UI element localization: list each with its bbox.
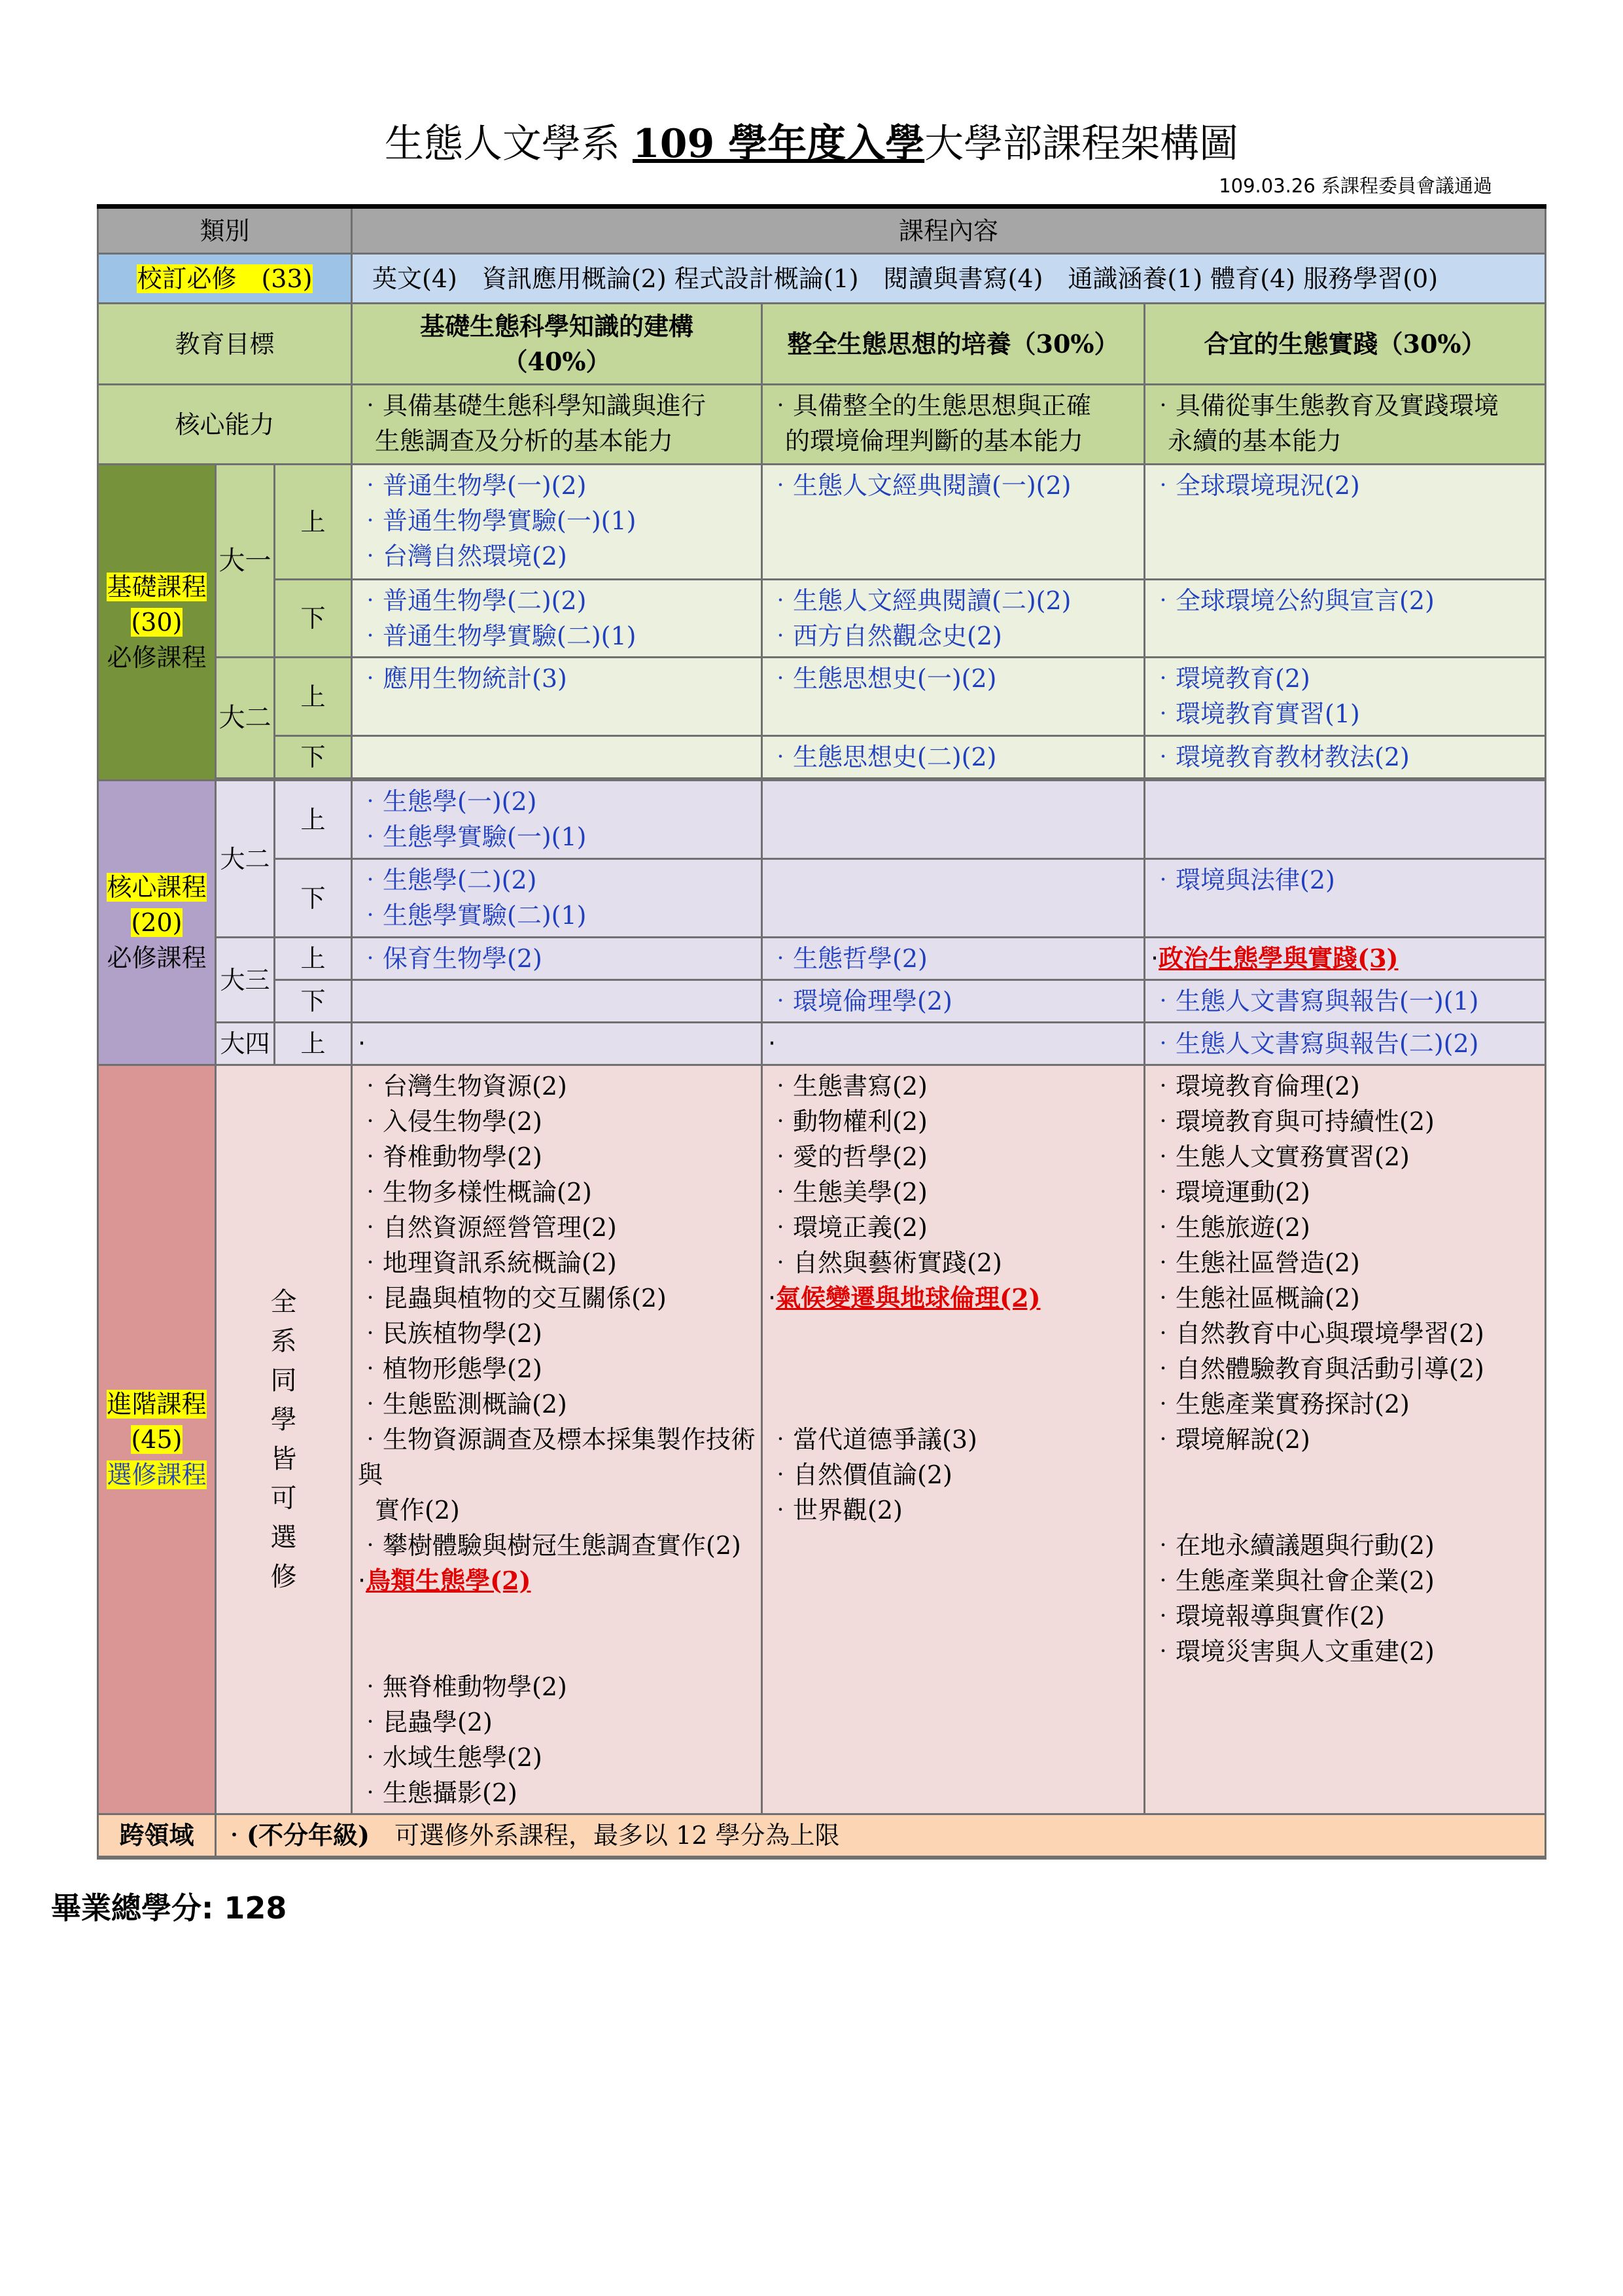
gap — [768, 1316, 1138, 1351]
core-year2: 大二 — [216, 781, 275, 938]
basic-y2-down: 下 — [275, 736, 352, 779]
basic-label2: (30) — [131, 608, 183, 637]
course-item: ‧生態學(二)(2) — [358, 866, 537, 894]
adv-c1-red: 鳥類生態學(2) — [366, 1566, 531, 1595]
course-item: ‧生態美學(2) — [768, 1178, 928, 1207]
course-item: ‧生態社區營造(2) — [1151, 1248, 1360, 1277]
core-y2-up: 上 — [275, 781, 352, 859]
course-item: ‧生態人文書寫與報告(一)(1) — [1151, 987, 1479, 1016]
goal-thought: 整全生態思想的培養（30%） — [762, 304, 1145, 385]
course-item: ‧生態學(一)(2) — [358, 787, 537, 816]
competence-label: 核心能力 — [98, 385, 352, 465]
course-item: ‧普通生物學(二)(2) — [358, 586, 587, 615]
basic-y2-up: 上 — [275, 658, 352, 736]
course-item: ‧環境教育倫理(2) — [1151, 1072, 1360, 1101]
core-r3c3-dot: ‧ — [1151, 944, 1159, 973]
content-header: 課程內容 — [352, 207, 1546, 254]
basic-r2c2 — [762, 580, 1145, 658]
title-suffix: 大學部課程架構圖 — [924, 121, 1239, 167]
course-item: ‧生態人文經典閱讀(一)(2) — [768, 471, 1072, 500]
core-y4-up: 上 — [275, 1023, 352, 1065]
course-item: ‧昆蟲與植物的交互關係(2) — [358, 1284, 667, 1313]
course-item: ‧普通生物學實驗(二)(1) — [358, 622, 637, 650]
core-r1c3 — [1145, 781, 1546, 859]
core-y2-down: 下 — [275, 859, 352, 938]
course-item: ‧生態學實驗(一)(1) — [358, 822, 587, 851]
required-courses: 英文(4) 資訊應用概論(2) 程式設計概論(1) 閱讀與書寫(4) 通識涵養(1) 體育(4) 服務學習(0) — [352, 254, 1546, 304]
basic-r3c2 — [762, 658, 1145, 736]
gap — [768, 1351, 1138, 1386]
course-item: ‧入侵生物學(2) — [358, 1107, 542, 1136]
course-item: ‧世界觀(2) — [768, 1496, 903, 1525]
basic-year1: 大一 — [216, 465, 275, 658]
course-item: ‧生物多樣性概論(2) — [358, 1178, 592, 1207]
course-item: ‧環境解說(2) — [1151, 1425, 1310, 1454]
course-item: ‧西方自然觀念史(2) — [768, 622, 1002, 650]
adv-c1b: ‧攀樹體驗與樹冠生態調查實作(2) — [358, 1531, 741, 1560]
competence-practice — [1145, 385, 1546, 465]
required-label-text: 校訂必修 (33) — [137, 264, 313, 293]
course-item: ‧生態社區概論(2) — [1151, 1284, 1360, 1313]
course-item: ‧在地永續議題與行動(2) — [1151, 1531, 1435, 1560]
course-item: ‧生態旅遊(2) — [1151, 1213, 1310, 1242]
basic-r2c1 — [352, 580, 762, 658]
gap — [1151, 1492, 1539, 1528]
core-r1c1 — [352, 781, 762, 859]
core-label3: 必修課程 — [107, 944, 207, 972]
course-item: ‧地理資訊系統概論(2) — [358, 1248, 617, 1277]
core-year3: 大三 — [216, 938, 275, 1023]
course-item: ‧環境與法律(2) — [1151, 866, 1335, 894]
course-item: ‧生態攝影(2) — [358, 1778, 517, 1807]
core-r2c3 — [1145, 859, 1546, 938]
course-item: ‧環境教育與可持續性(2) — [1151, 1107, 1435, 1136]
core-label2: (20) — [131, 908, 183, 937]
cross-label: 跨領域 — [98, 1814, 216, 1858]
competence-thought — [762, 385, 1145, 465]
goal-science-pct: （40%） — [502, 346, 611, 376]
course-item: ‧生態思想史(一)(2) — [768, 664, 997, 693]
course-item: ‧生態人文經典閱讀(二)(2) — [768, 586, 1072, 615]
course-item: ‧自然資源經營管理(2) — [358, 1213, 617, 1242]
course-item: ‧普通生物學(一)(2) — [358, 471, 587, 500]
core-r3c2 — [762, 938, 1145, 980]
core-r3c3-red: 政治生態學與實踐(3) — [1159, 944, 1399, 973]
course-item: ‧生態監測概論(2) — [358, 1390, 567, 1419]
course-item: ‧生態學實驗(二)(1) — [358, 901, 587, 930]
adv-label1: 進階課程 — [107, 1390, 207, 1419]
basic-r4c1 — [352, 736, 762, 779]
course-item: ‧水域生態學(2) — [358, 1743, 542, 1772]
course-item: ‧環境教育教材教法(2) — [1151, 743, 1410, 771]
core-y3-down: 下 — [275, 980, 352, 1023]
basic-r1c3 — [1145, 465, 1546, 580]
course-item: 修 — [270, 1562, 297, 1592]
course-item: ‧昆蟲學(2) — [358, 1708, 493, 1737]
comp1a: ‧具備基礎生態科學知識與進行 — [358, 391, 707, 420]
course-item: ‧植物形態學(2) — [358, 1354, 542, 1383]
gap — [358, 1598, 756, 1634]
goals-label: 教育目標 — [98, 304, 352, 385]
advanced-col1 — [352, 1065, 762, 1814]
course-item: ‧保育生物學(2) — [358, 944, 542, 973]
advanced-vertical — [216, 1065, 352, 1814]
approval-note: 109.03.26 系課程委員會議通過 — [1219, 175, 1492, 197]
cross-content — [216, 1814, 1546, 1858]
advanced-label — [98, 1065, 216, 1814]
gap — [1151, 1457, 1539, 1492]
course-item: ‧生態人文實務實習(2) — [1151, 1142, 1410, 1171]
comp3a: ‧具備從事生態教育及實踐環境 — [1151, 391, 1499, 420]
category-header: 類別 — [98, 207, 352, 254]
course-item: ‧台灣自然環境(2) — [358, 542, 567, 571]
adv-c3b — [1151, 1528, 1539, 1669]
adv-c1-dot: ‧ — [358, 1566, 366, 1595]
basic-label — [98, 465, 216, 781]
gap — [768, 1386, 1138, 1422]
course-item: ‧應用生物統計(3) — [358, 664, 567, 693]
basic-label1: 基礎課程 — [107, 573, 207, 601]
core-r2c2 — [762, 859, 1145, 938]
basic-r3c1 — [352, 658, 762, 736]
adv-c1a — [358, 1069, 756, 1492]
course-item: ‧脊椎動物學(2) — [358, 1142, 542, 1171]
basic-year2: 大二 — [216, 658, 275, 779]
core-r2c1 — [352, 859, 762, 938]
cross-text: 可選修外系課程，最多以 12 學分為上限 — [369, 1821, 840, 1850]
basic-r4c2 — [762, 736, 1145, 779]
adv-c2b — [768, 1422, 1138, 1528]
basic-r1c1 — [352, 465, 762, 580]
total-credits: 畢業總學分: 128 — [51, 1890, 287, 1926]
required-label — [98, 254, 352, 304]
competence-science — [352, 385, 762, 465]
course-item: 可 — [270, 1483, 297, 1513]
course-item: ‧環境倫理學(2) — [768, 987, 952, 1016]
course-item: ‧環境運動(2) — [1151, 1178, 1310, 1207]
cross-bold: ‧(不分年級) — [222, 1820, 370, 1850]
goal-science — [352, 304, 762, 385]
basic-label3: 必修課程 — [107, 643, 207, 672]
core-r5c3 — [1145, 1023, 1546, 1065]
basic-r1c2 — [762, 465, 1145, 580]
adv-c2a — [768, 1069, 1138, 1280]
core-r5c1: ‧ — [352, 1023, 762, 1065]
course-item: ‧愛的哲學(2) — [768, 1142, 928, 1171]
adv-c3a — [1151, 1069, 1539, 1457]
basic-y1-down: 下 — [275, 580, 352, 658]
adv-label2: (45) — [131, 1425, 183, 1454]
comp2b: 的環境倫理判斷的基本能力 — [785, 427, 1084, 455]
core-year4: 大四 — [216, 1023, 275, 1065]
course-item: ‧環境報導與實作(2) — [1151, 1602, 1385, 1631]
adv-c1a-cont: 實作(2) — [375, 1496, 460, 1525]
course-item: ‧動物權利(2) — [768, 1107, 928, 1136]
advanced-col3 — [1145, 1065, 1546, 1814]
curriculum-table — [97, 204, 1546, 1860]
course-item: 皆 — [270, 1444, 297, 1474]
course-item: ‧普通生物學實驗(一)(1) — [358, 506, 637, 535]
basic-r3c3 — [1145, 658, 1546, 736]
adv-c1c — [358, 1669, 756, 1810]
comp3b: 永續的基本能力 — [1168, 427, 1342, 455]
core-r3c1 — [352, 938, 762, 980]
goal-practice: 合宜的生態實踐（30%） — [1145, 304, 1546, 385]
core-r4c2 — [762, 980, 1145, 1023]
course-item: ‧自然與藝術實踐(2) — [768, 1248, 1002, 1277]
basic-r2c3 — [1145, 580, 1546, 658]
course-item: ‧環境災害與人文重建(2) — [1151, 1637, 1435, 1666]
course-item: ‧環境教育(2) — [1151, 664, 1310, 693]
adv-c2-dot: ‧ — [768, 1284, 777, 1313]
course-item: ‧自然體驗教育與活動引導(2) — [1151, 1354, 1484, 1383]
core-r1c2 — [762, 781, 1145, 859]
course-item: ‧無脊椎動物學(2) — [358, 1672, 567, 1701]
adv-label3: 選修課程 — [107, 1460, 207, 1489]
core-label1: 核心課程 — [107, 873, 207, 902]
course-item: ‧全球環境公約與宣言(2) — [1151, 586, 1435, 615]
basic-y1-up: 上 — [275, 465, 352, 580]
gap — [358, 1634, 756, 1669]
core-r3c3 — [1145, 938, 1546, 980]
course-item: ‧生態哲學(2) — [768, 944, 928, 973]
core-r4c3 — [1145, 980, 1546, 1023]
course-item: ‧當代道德爭議(3) — [768, 1425, 977, 1454]
course-item: ‧環境教育實習(1) — [1151, 699, 1360, 728]
course-item: ‧自然教育中心與環境學習(2) — [1151, 1319, 1484, 1348]
course-item: ‧生物資源調查及標本採集製作技術與 — [358, 1425, 756, 1489]
course-item: ‧全球環境現況(2) — [1151, 471, 1360, 500]
course-item: ‧生態產業實務探討(2) — [1151, 1390, 1410, 1419]
core-y3-up: 上 — [275, 938, 352, 980]
course-item: ‧生態思想史(二)(2) — [768, 743, 997, 771]
course-item: 同 — [270, 1366, 297, 1396]
core-r5c2: ‧ — [762, 1023, 1145, 1065]
advanced-col2 — [762, 1065, 1145, 1814]
comp1b: 生態調查及分析的基本能力 — [375, 427, 674, 455]
course-item: 全 — [270, 1287, 297, 1317]
core-r4c1 — [352, 980, 762, 1023]
title-year: 109 學年度入學 — [632, 121, 925, 167]
course-item: ‧自然價值論(2) — [768, 1460, 952, 1489]
course-item: ‧民族植物學(2) — [358, 1319, 542, 1348]
course-item: 學 — [270, 1405, 297, 1435]
course-item: ‧生態產業與社會企業(2) — [1151, 1566, 1435, 1595]
course-item: 選 — [270, 1523, 297, 1553]
course-item: ‧環境正義(2) — [768, 1213, 928, 1242]
page-title — [0, 119, 1623, 169]
course-item: 系 — [270, 1326, 297, 1356]
core-label — [98, 781, 216, 1065]
course-item: ‧台灣生物資源(2) — [358, 1072, 567, 1101]
comp2a: ‧具備整全的生態思想與正確 — [768, 391, 1092, 420]
basic-r4c3 — [1145, 736, 1546, 779]
title-prefix: 生態人文學系 — [384, 121, 633, 167]
adv-c2-red: 氣候變遷與地球倫理(2) — [776, 1283, 1041, 1313]
course-item: ‧生態書寫(2) — [768, 1072, 928, 1101]
goal-science-text: 基礎生態科學知識的建構 — [419, 311, 693, 341]
course-item: ‧生態人文書寫與報告(二)(2) — [1151, 1029, 1479, 1058]
